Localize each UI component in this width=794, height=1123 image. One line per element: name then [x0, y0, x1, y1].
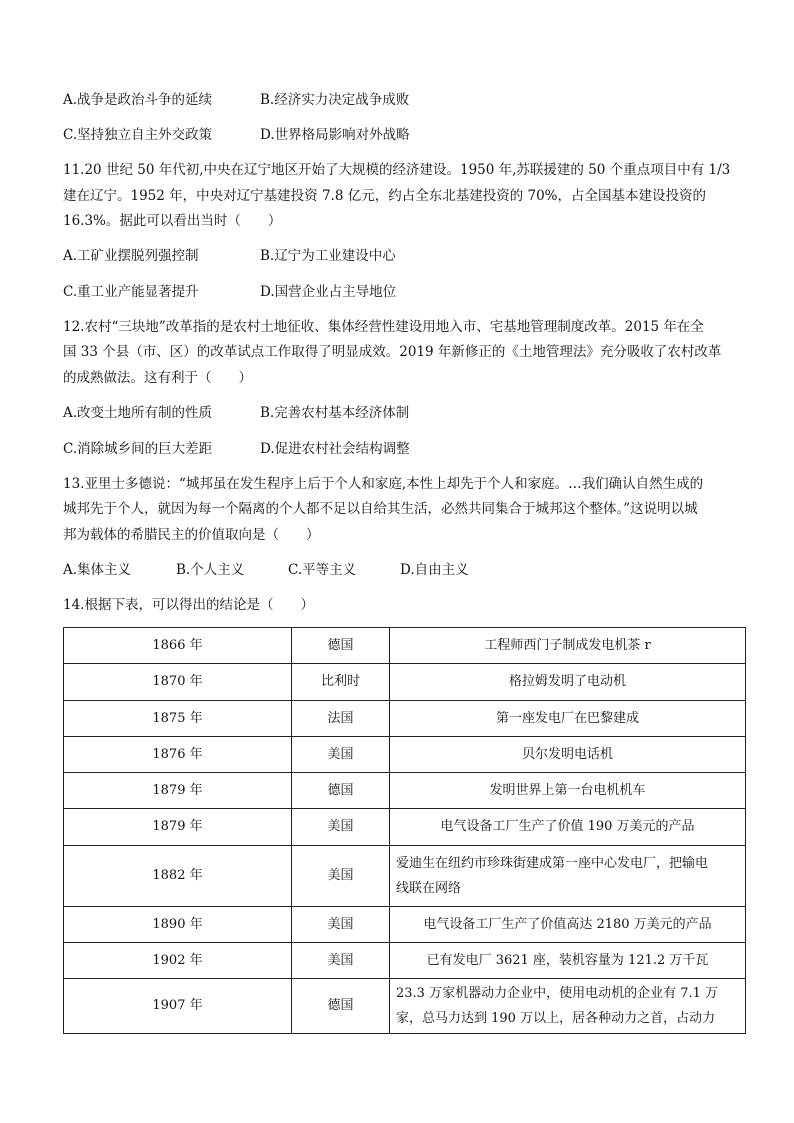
cell-country: 美国: [292, 737, 390, 773]
cell-event: 工程师西门子制成发电机茶 r: [390, 628, 746, 664]
cell-country: 比利时: [292, 664, 390, 701]
table-row: [64, 846, 746, 907]
q11-option-b: B.辽宁为工业建设中心: [260, 248, 396, 264]
q11-option-a: A.工矿业摆脱列强控制: [63, 248, 199, 264]
q14-stem: 14.根据下表，可以得出的结论是（ ）: [63, 597, 314, 613]
cell-year: 1882 年: [64, 846, 292, 907]
cell-event: 第一座发电厂在巴黎建成: [390, 701, 746, 737]
q11-stem-line-3: 16.3%。据此可以看出当时（ ）: [63, 213, 282, 229]
q12-option-b: B.完善农村基本经济体制: [260, 405, 410, 421]
cell-event: 电气设备工厂生产了价值 190 万美元的产品: [390, 809, 746, 846]
q13-stem-line-3: 邦为载体的希腊民主的价值取向是（ ）: [63, 527, 320, 543]
q12-stem-line-2: 国 33 个县（市、区）的改革试点工作取得了明显成效。2019 年新修正的《土地管理法》充分吸收了农村改革: [63, 344, 722, 360]
cell-country: 美国: [292, 907, 390, 943]
table-row: [64, 773, 746, 809]
cell-year: 1879 年: [64, 773, 292, 809]
table-row: [64, 701, 746, 737]
table-row: [64, 664, 746, 701]
cell-year: 1902 年: [64, 943, 292, 979]
q10-option-a: A.战争是政治斗争的延续: [63, 92, 213, 108]
q10-option-d: D.世界格局影响对外战略: [260, 127, 410, 143]
cell-event-multiline: [390, 846, 746, 907]
cell-event-line-1: 23.3 万家机器动力企业中，使用电动机的企业有 7.1 万: [396, 986, 719, 1001]
q10-option-c: C.坚持独立自主外交政策: [63, 127, 213, 143]
q13-option-d: D.自由主义: [400, 562, 469, 578]
cell-event-line-1: 爱迪生在纽约市珍珠街建成第一座中心发电厂，把输电: [396, 856, 709, 871]
cell-year: 1907 年: [64, 979, 292, 1034]
cell-event-line-2: 线联在网络: [396, 881, 462, 896]
cell-year: 1890 年: [64, 907, 292, 943]
cell-country: 法国: [292, 701, 390, 737]
cell-country: 德国: [292, 628, 390, 664]
q11-option-c: C.重工业产能显著提升: [63, 284, 199, 300]
cell-country: 德国: [292, 979, 390, 1034]
cell-country: 美国: [292, 943, 390, 979]
q12-option-a: A.改变土地所有制的性质: [63, 405, 213, 421]
cell-year: 1875 年: [64, 701, 292, 737]
cell-event: 格拉姆发明了电动机: [390, 664, 746, 701]
q11-stem-line-2: 建在辽宁。1952 年，中央对辽宁基建投资 7.8 亿元，约占全东北基建投资的 70%，占全国基本建设投资的: [63, 188, 706, 204]
q13-option-b: B.个人主义: [176, 562, 245, 578]
cell-country: 美国: [292, 846, 390, 907]
cell-year: 1876 年: [64, 737, 292, 773]
cell-event: 电气设备工厂生产了价值高达 2180 万美元的产品: [390, 907, 746, 943]
q10-option-b: B.经济实力决定战争成败: [260, 92, 410, 108]
table-row: [64, 809, 746, 846]
cell-year: 1866 年: [64, 628, 292, 664]
q12-option-d: D.促进农村社会结构调整: [260, 441, 410, 457]
q11-stem-line-1: 11.20 世纪 50 年代初,中央在辽宁地区开始了大规模的经济建设。1950 年,苏联援建的 50 个重点项目中有 1/3: [63, 162, 731, 178]
table-row: [64, 943, 746, 979]
q13-option-c: C.平等主义: [288, 562, 357, 578]
q13-option-a: A.集体主义: [63, 562, 132, 578]
table-row: [64, 979, 746, 1034]
table-row: [64, 907, 746, 943]
cell-event-multiline: [390, 979, 746, 1034]
q13-stem-line-2: 城邦先于个人，就因为每一个隔离的个人都不足以自给其生活，必然共同集合于城邦这个整体。”这说明以城: [63, 501, 698, 517]
q12-stem-line-3: 的成熟做法。这有利于（ ）: [63, 370, 252, 386]
cell-event: 已有发电厂 3621 座，装机容量为 121.2 万千瓦: [390, 943, 746, 979]
electricity-history-table: [63, 627, 746, 1034]
q12-option-c: C.消除城乡间的巨大差距: [63, 441, 213, 457]
table-row: [64, 737, 746, 773]
cell-country: 德国: [292, 773, 390, 809]
q13-stem-line-1: 13.亚里士多德说：“城邦虽在发生程序上后于个人和家庭,本性上却先于个人和家庭。…我们确认自然生成的: [63, 476, 704, 492]
cell-year: 1870 年: [64, 664, 292, 701]
table-row: [64, 628, 746, 664]
cell-event: 贝尔发明电话机: [390, 737, 746, 773]
q12-stem-line-1: 12.农村“三块地”改革指的是农村土地征收、集体经营性建设用地入市、宅基地管理制度改革。2015 年在全: [63, 319, 704, 335]
q11-option-d: D.国营企业占主导地位: [260, 284, 397, 300]
cell-event-line-2: 家，总马力达到 190 万以上，居各种动力之首，占动力: [396, 1011, 716, 1026]
cell-event: 发明世界上第一台电机机车: [390, 773, 746, 809]
cell-country: 美国: [292, 809, 390, 846]
cell-year: 1879 年: [64, 809, 292, 846]
